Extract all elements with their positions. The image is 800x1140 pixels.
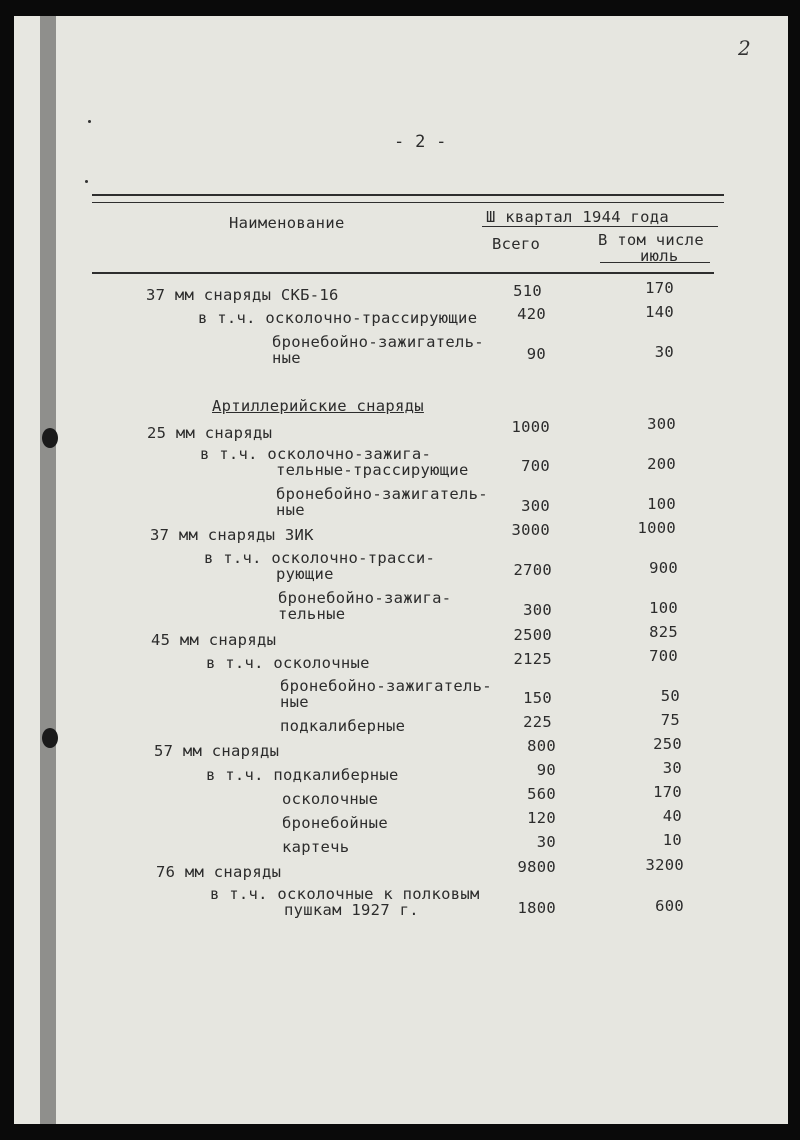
speck [85, 180, 88, 183]
page-binding-shadow [40, 16, 56, 1124]
table-row-total: 300 [523, 601, 552, 619]
table-row-july: 100 [647, 495, 676, 513]
header-incl-month: июль [640, 247, 679, 265]
table-row-total: 3000 [511, 521, 550, 539]
table-row-label: бронебойно-зажига- [278, 589, 452, 607]
table-row-total: 2500 [513, 626, 552, 644]
header-name-col: Наименование [229, 214, 345, 232]
table-row-label: осколочные [282, 790, 379, 808]
page-number: - 2 - [394, 132, 447, 152]
table-row-label: 45 мм снаряды [151, 631, 277, 649]
table-row-total: 2700 [513, 561, 552, 579]
table-row-label: бронебойно-зажигатель- [280, 677, 492, 695]
table-row-july: 30 [654, 343, 674, 361]
table-row-july: 30 [662, 759, 682, 777]
table-row-july: 600 [655, 897, 684, 915]
table-row-label: бронебойно-зажигатель- [276, 485, 488, 503]
table-row-label-cont: ные [280, 693, 309, 711]
table-row-total: 560 [527, 785, 556, 803]
table-row-label-cont: ные [272, 349, 301, 367]
table-row-total: 1800 [517, 899, 556, 917]
table-row-label: в т.ч. осколочно-зажига- [200, 445, 432, 463]
header-top-rule [92, 194, 724, 196]
header-period: Ш квартал 1944 года [486, 208, 670, 226]
table-row-label-cont: рующие [276, 565, 334, 583]
table-row-july: 3200 [645, 856, 684, 874]
table-row-july: 825 [649, 623, 678, 641]
table-row-total: 800 [527, 737, 556, 755]
table-row-july: 10 [662, 831, 682, 849]
table-row-label-cont: пушкам 1927 г. [284, 901, 419, 919]
period-underline [482, 226, 718, 227]
corner-page-mark: 2 [738, 36, 751, 60]
table-row-total: 150 [523, 689, 552, 707]
table-row-july: 700 [649, 647, 678, 665]
table-row-label-cont: ные [276, 501, 305, 519]
table-row-total: 120 [527, 809, 556, 827]
table-row-july: 900 [649, 559, 678, 577]
table-row-label: в т.ч. осколочно-трассирующие [198, 309, 478, 327]
table-row-total: 2125 [513, 650, 552, 668]
table-row-label: 76 мм снаряды [156, 863, 282, 881]
punch-hole [42, 728, 58, 748]
table-row-label: в т.ч. осколочно-трасси- [204, 549, 436, 567]
speck [88, 120, 91, 123]
table-row-july: 75 [660, 711, 680, 729]
table-row-label: бронебойно-зажигатель- [272, 333, 484, 351]
table-row-july: 250 [653, 735, 682, 753]
table-row-july: 1000 [637, 519, 676, 537]
table-row-label: 25 мм снаряды [147, 424, 273, 442]
table-row-total: 90 [536, 761, 556, 779]
table-row-label: картечь [282, 838, 350, 856]
table-row-total: 30 [536, 833, 556, 851]
table-row-july: 170 [645, 279, 674, 297]
section-title: Артиллерийские снаряды [212, 397, 424, 415]
punch-hole [42, 428, 58, 448]
table-row-total: 300 [521, 497, 550, 515]
table-row-total: 90 [526, 345, 546, 363]
table-row-total: 1000 [511, 418, 550, 436]
table-row-label: бронебойные [282, 814, 388, 832]
header-total: Всего [492, 235, 541, 253]
table-row-label: 57 мм снаряды [154, 742, 280, 760]
table-row-july: 170 [653, 783, 682, 801]
table-row-total: 420 [517, 305, 546, 323]
table-row-label-cont: тельные-трассирующие [276, 461, 469, 479]
table-row-label: 37 мм снаряды ЗИК [150, 526, 314, 544]
table-row-label: подкалиберные [280, 717, 406, 735]
table-row-label: в т.ч. осколочные к полковым [210, 885, 480, 903]
table-row-july: 50 [660, 687, 680, 705]
header-bottom-rule [92, 272, 714, 274]
table-row-july: 300 [647, 415, 676, 433]
table-row-july: 200 [647, 455, 676, 473]
table-row-label: 37 мм снаряды СКБ-16 [146, 286, 339, 304]
table-row-july: 100 [649, 599, 678, 617]
table-row-total: 700 [521, 457, 550, 475]
table-row-july: 40 [662, 807, 682, 825]
table-row-label-cont: тельные [278, 605, 346, 623]
table-row-total: 510 [513, 282, 542, 300]
table-row-label: в т.ч. подкалиберные [206, 766, 399, 784]
table-row-total: 225 [523, 713, 552, 731]
table-row-label: в т.ч. осколочные [206, 654, 370, 672]
header-top-rule-thin [92, 202, 724, 203]
document-page [56, 16, 788, 1124]
table-row-july: 140 [645, 303, 674, 321]
header-incl: В том числе [598, 231, 704, 249]
table-row-total: 9800 [517, 858, 556, 876]
